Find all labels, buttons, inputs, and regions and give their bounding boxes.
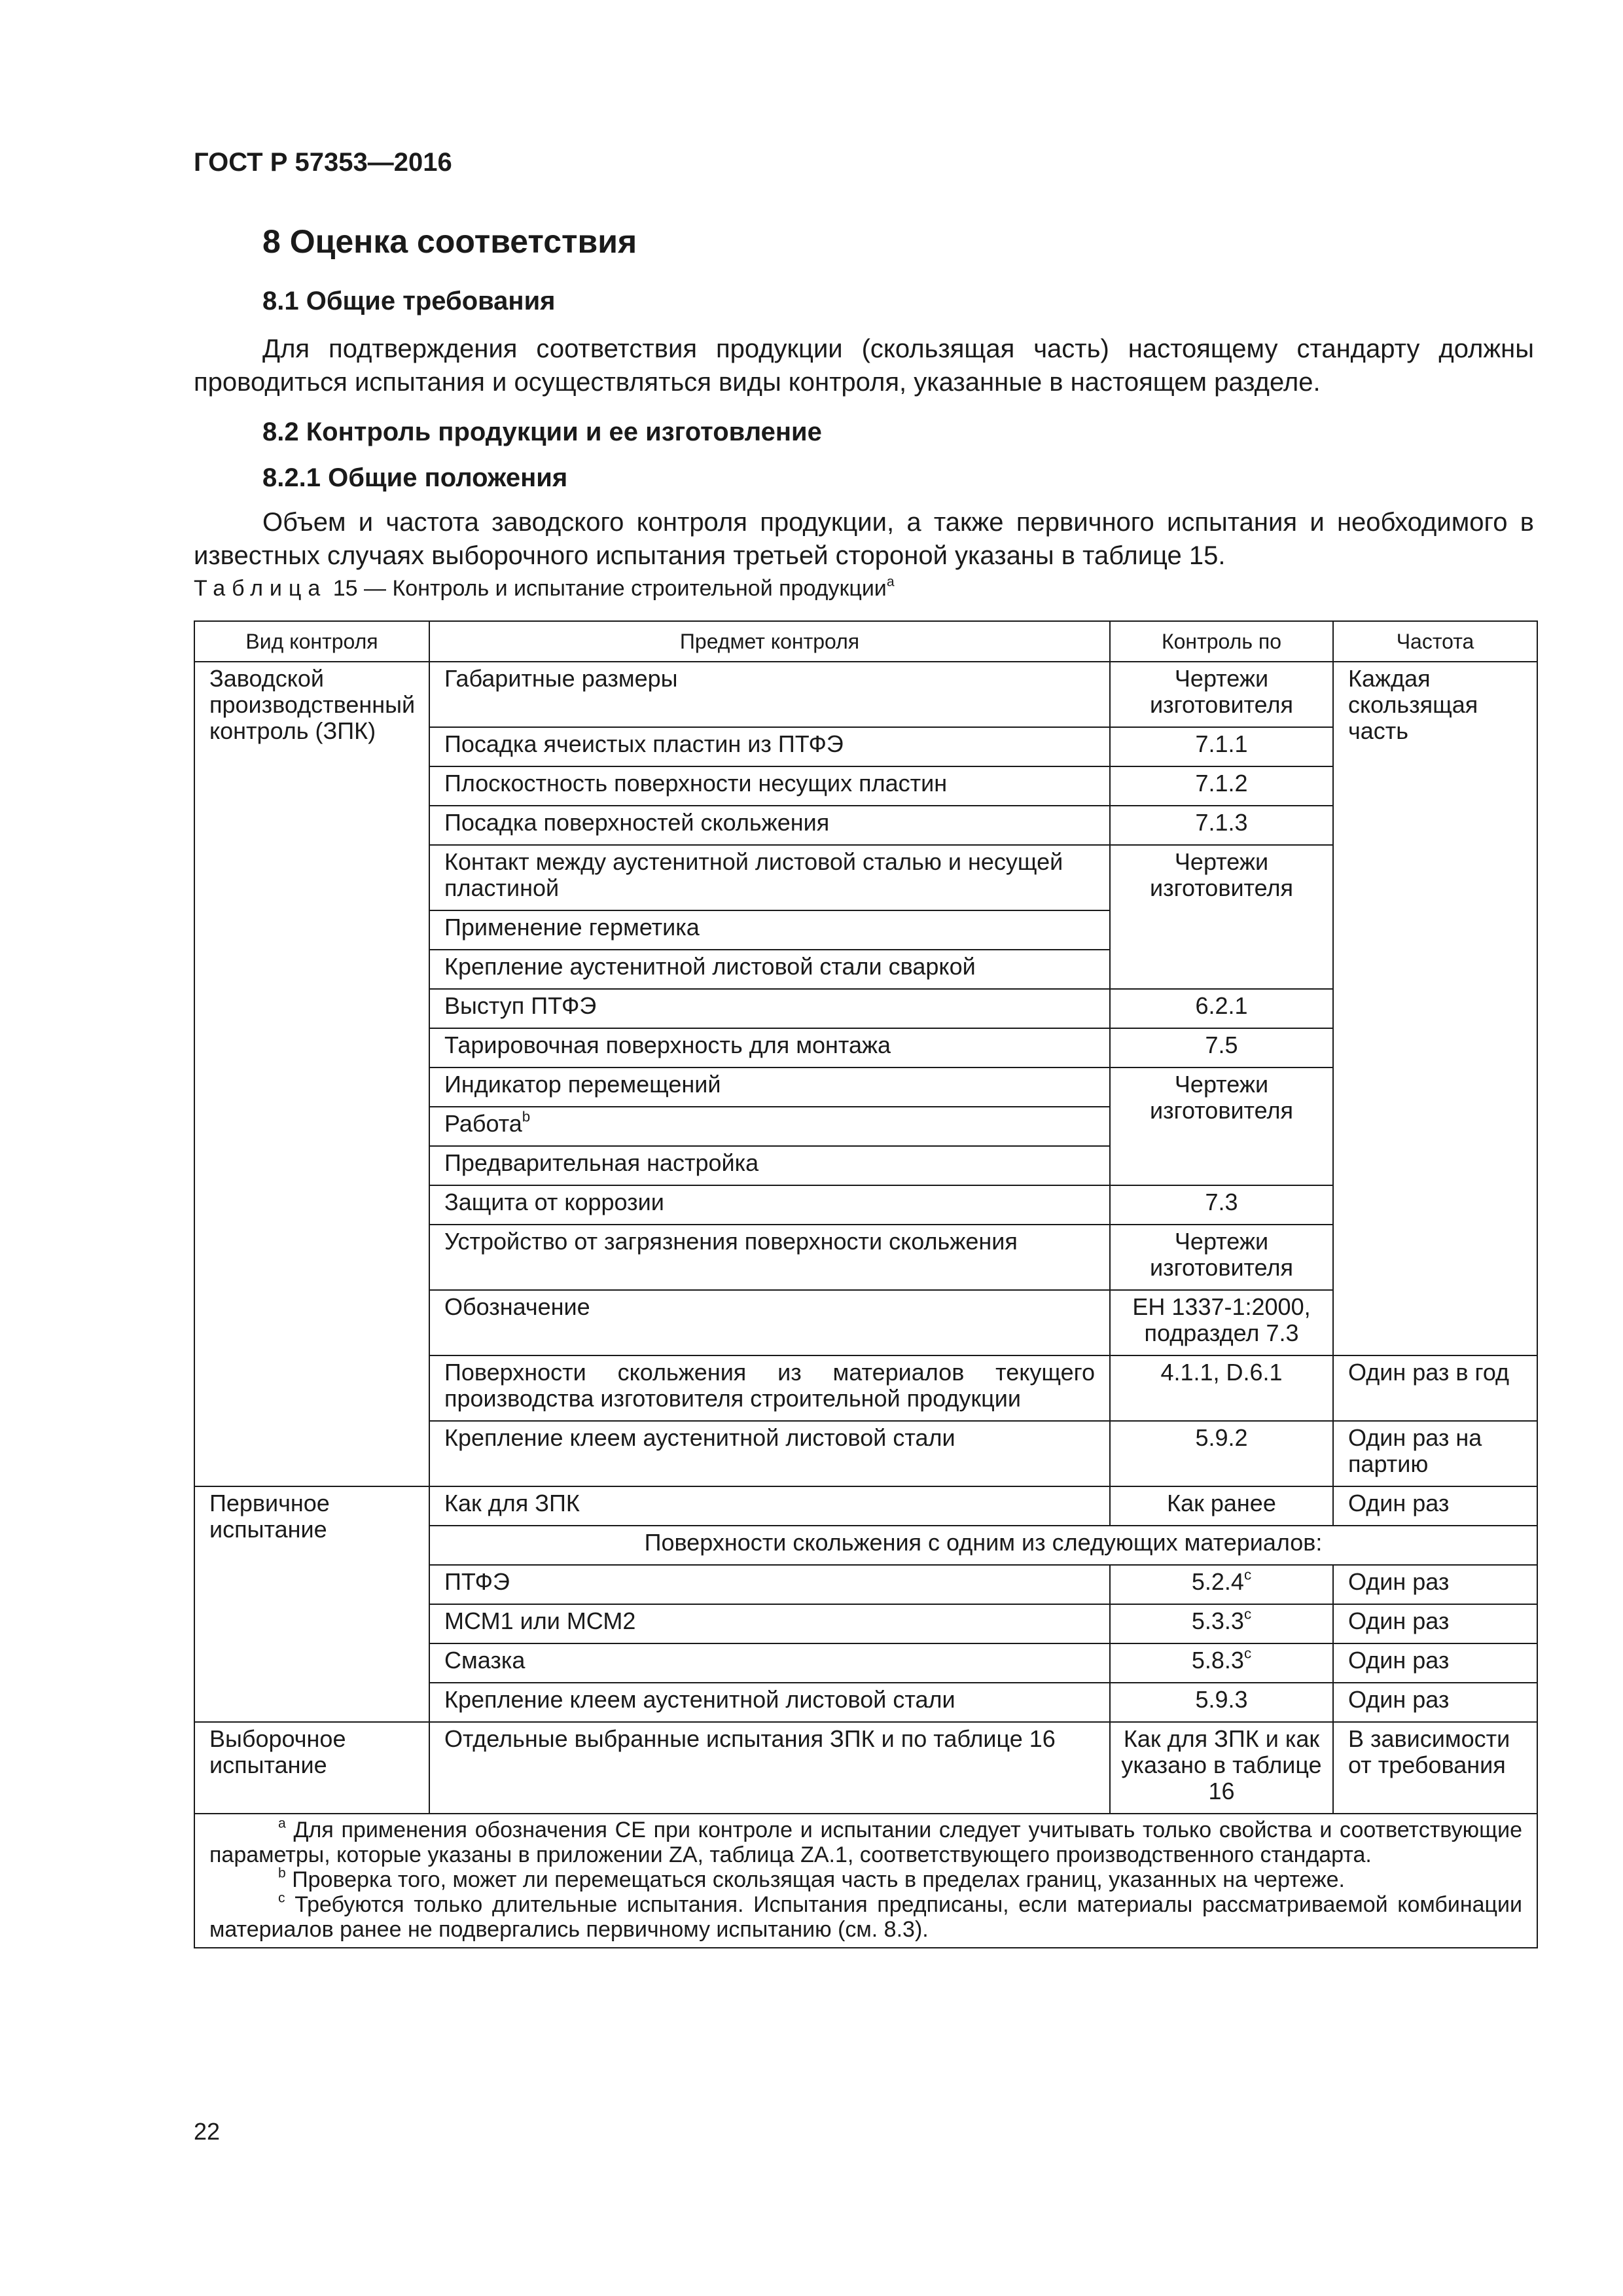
control-cell: 7.1.1: [1110, 727, 1333, 766]
control-text: 5.3.3: [1191, 1607, 1244, 1634]
table-caption-word: Таблица: [194, 576, 327, 601]
frequency-cell: В зависимости от требования: [1333, 1722, 1537, 1814]
control-cell: [1110, 1643, 1333, 1683]
subject-cell: Предварительная настройка: [429, 1146, 1110, 1185]
table-note: [209, 1892, 1522, 1942]
control-cell: ЕН 1337-1:2000, подраздел 7.3: [1110, 1290, 1333, 1355]
frequency-cell: Один раз в год: [1333, 1355, 1537, 1421]
subject-cell: Крепление клеем аустенитной листовой стали: [429, 1421, 1110, 1486]
table-note: [209, 1818, 1522, 1867]
frequency-cell: Один раз: [1333, 1683, 1537, 1722]
subject-cell: [429, 1107, 1110, 1146]
subject-cell: Крепление аустенитной листовой стали сваркой: [429, 950, 1110, 989]
control-table: [194, 620, 1538, 1948]
note-mark: a: [278, 1816, 286, 1831]
subject-cell: Выступ ПТФЭ: [429, 989, 1110, 1028]
table-notes-row: [194, 1814, 1537, 1948]
group-initial-test-label: Первичное испытание: [194, 1486, 429, 1722]
table-note: [209, 1867, 1522, 1892]
subsection-8-2-title: 8.2 Контроль продукции и ее изготовление: [262, 418, 822, 446]
note-text: Требуются только длительные испытания. Испытания предписаны, если материалы рассматриваемой комбинации материалов ранее не подвергались первичному испытанию (см. 8.3).: [209, 1892, 1523, 1942]
note-text: Проверка того, может ли перемещаться скользящая часть в пределах границ, указанных на чертеже.: [292, 1867, 1345, 1892]
subject-cell: Плоскостность поверхности несущих пластин: [429, 766, 1110, 806]
subject-cell: Крепление клеем аустенитной листовой стали: [429, 1683, 1110, 1722]
subject-cell: Поверхности скольжения из материалов текущего производства изготовителя строительной продукции: [429, 1355, 1110, 1421]
control-cell: 7.1.2: [1110, 766, 1333, 806]
subject-cell: Смазка: [429, 1643, 1110, 1683]
subject-cell: Защита от коррозии: [429, 1185, 1110, 1225]
control-cell: 7.5: [1110, 1028, 1333, 1067]
note-mark: b: [522, 1108, 531, 1125]
control-cell: [1110, 1565, 1333, 1604]
note-text: Для применения обозначения CE при контроле и испытании следует учитывать только свойства и соответствующие параметры, которые указаны в приложении ZA, таблица ZA.1, соответствующего производственного стандарта.: [209, 1818, 1522, 1867]
header-control-type: Вид контроля: [194, 621, 429, 662]
note-mark: c: [1243, 1645, 1252, 1662]
frequency-cell: Один раз: [1333, 1486, 1537, 1526]
control-cell: [1110, 1604, 1333, 1643]
table-row: [194, 1486, 1537, 1526]
subject-cell: Устройство от загрязнения поверхности скольжения: [429, 1225, 1110, 1290]
table-caption-note-mark: a: [886, 574, 895, 590]
table-row: [194, 1722, 1537, 1814]
header-subject: Предмет контроля: [429, 621, 1110, 662]
subject-cell: Контакт между аустенитной листовой сталью и несущей пластиной: [429, 845, 1110, 910]
table-notes: [194, 1814, 1537, 1948]
control-cell: 7.1.3: [1110, 806, 1333, 845]
table-caption: [194, 576, 895, 601]
frequency-cell: Один раз: [1333, 1643, 1537, 1683]
frequency-cell: Один раз на партию: [1333, 1421, 1537, 1486]
note-mark: c: [1243, 1605, 1252, 1623]
subject-cell: Индикатор перемещений: [429, 1067, 1110, 1107]
subject-cell: Габаритные размеры: [429, 662, 1110, 727]
materials-subheader: Поверхности скольжения с одним из следующих материалов:: [429, 1526, 1537, 1565]
subsection-8-1-text: Для подтверждения соответствия продукции (скользящая часть) настоящему стандарту должны проводиться испытания и осуществляться виды контроля, указанные в настоящем разделе.: [194, 334, 1534, 397]
subject-cell: Посадка ячеистых пластин из ПТФЭ: [429, 727, 1110, 766]
control-cell: 4.1.1, D.6.1: [1110, 1355, 1333, 1421]
page-number: 22: [194, 2118, 221, 2145]
subject-cell: Посадка поверхностей скольжения: [429, 806, 1110, 845]
note-mark: b: [278, 1865, 286, 1881]
note-mark: c: [1243, 1566, 1252, 1583]
group-sample-test-label: Выборочное испытание: [194, 1722, 429, 1814]
control-cell: 6.2.1: [1110, 989, 1333, 1028]
subject-cell: Отдельные выбранные испытания ЗПК и по таблице 16: [429, 1722, 1110, 1814]
subject-cell: Тарировочная поверхность для монтажа: [429, 1028, 1110, 1067]
note-mark: c: [278, 1890, 285, 1906]
subject-cell: ПТФЭ: [429, 1565, 1110, 1604]
control-cell: Чертежи изготовителя: [1110, 1225, 1333, 1290]
subject-cell: Применение герметика: [429, 910, 1110, 950]
subject-cell: Обозначение: [429, 1290, 1110, 1355]
frequency-cell: Один раз: [1333, 1565, 1537, 1604]
frequency-each-part: Каждая скользящая часть: [1333, 662, 1537, 1355]
subject-text: Работа: [444, 1110, 522, 1137]
header-control-by: Контроль по: [1110, 621, 1333, 662]
control-text: 5.2.4: [1191, 1568, 1244, 1595]
subject-cell: Как для ЗПК: [429, 1486, 1110, 1526]
subsection-8-2-1-text: Объем и частота заводского контроля продукции, а также первичного испытания и необходимого в известных случаях выборочного испытания третьей стороной указаны в таблице 15.: [194, 508, 1534, 570]
control-cell: Как для ЗПК и как указано в таблице 16: [1110, 1722, 1333, 1814]
section-title: 8 Оценка соответствия: [262, 223, 637, 260]
subsection-8-2-1-title: 8.2.1 Общие положения: [262, 463, 568, 492]
table-row: [194, 662, 1537, 727]
group-zpk-label: Заводской производственный контроль (ЗПК): [194, 662, 429, 1486]
control-cell: 5.9.2: [1110, 1421, 1333, 1486]
control-cell: 7.3: [1110, 1185, 1333, 1225]
control-text: 5.8.3: [1191, 1647, 1244, 1674]
control-cell: Как ранее: [1110, 1486, 1333, 1526]
control-cell: Чертежи изготовителя: [1110, 1067, 1333, 1185]
standard-designation: ГОСТ Р 57353—2016: [194, 148, 452, 177]
control-cell: 5.9.3: [1110, 1683, 1333, 1722]
frequency-cell: Один раз: [1333, 1604, 1537, 1643]
subsection-8-1-title: 8.1 Общие требования: [262, 287, 556, 315]
subject-cell: МСМ1 или МСМ2: [429, 1604, 1110, 1643]
control-cell: Чертежи изготовителя: [1110, 662, 1333, 727]
header-frequency: Частота: [1333, 621, 1537, 662]
table-caption-text: 15 — Контроль и испытание строительной продукции: [332, 576, 887, 601]
control-cell: Чертежи изготовителя: [1110, 845, 1333, 989]
